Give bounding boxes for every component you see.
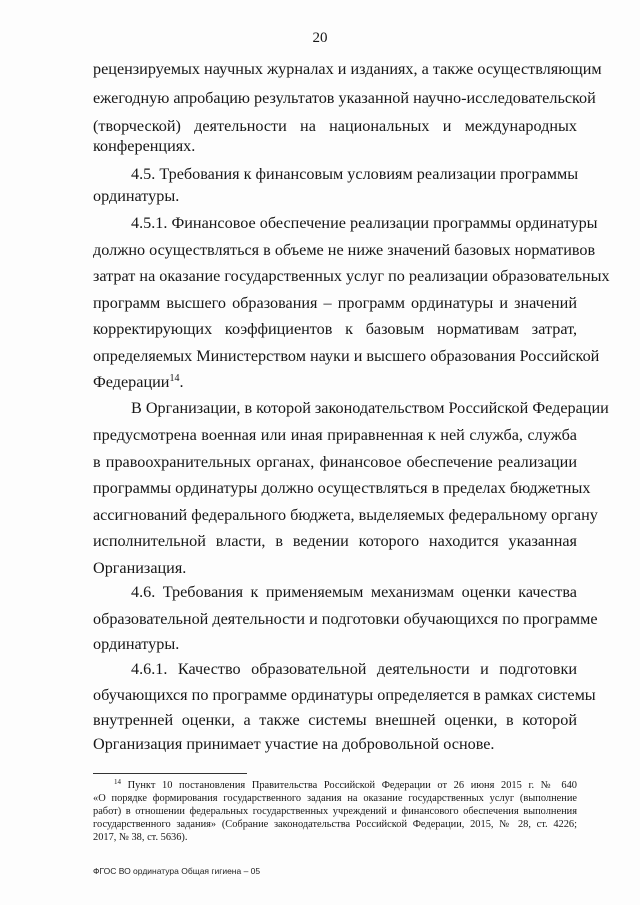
- paragraph-line: программы ординатуры должно осуществляться в пределах бюджетных: [93, 479, 591, 497]
- paragraph-line: Организация.: [93, 559, 187, 577]
- footnote-line: 2017, № 38, ст. 5636).: [93, 832, 188, 843]
- paragraph-line-with-footnote: Федерации$^{14}$.: [93, 373, 184, 391]
- footnote-line: государственного задания» (Собрание законодательства Российской Федерации, 2015, № 28, ст. 4226;: [93, 819, 577, 830]
- footnote-line: работ) в отношении федеральных государственных учреждений и финансового обеспечения выполнения: [93, 806, 577, 817]
- paragraph-line: ординатуры.: [93, 635, 180, 653]
- paragraph-line: предусмотрена военная или иная приравненная к ней служба, служба: [93, 426, 577, 444]
- paragraph-line: ординатуры.: [93, 187, 180, 205]
- footnote-line: $^{14}$ Пункт 10 постановления Правительства Российской Федерации от 26 июня 2015 г. № 640: [114, 778, 577, 791]
- paragraph-line: ежегодную апробацию результатов указанной научно-исследовательской: [93, 89, 596, 107]
- paragraph-line: в правоохранительных органах, финансовое обеспечение реализации: [93, 453, 577, 471]
- paragraph-line: рецензируемых научных журналах и изданиях, а также осуществляющим: [93, 60, 602, 78]
- paragraph-line: 4.5.1. Финансовое обеспечение реализации программы ординатуры: [131, 214, 598, 232]
- page-number: 20: [312, 30, 328, 46]
- paragraph-line: обучающихся по программе ординатуры определяется в рамках системы: [93, 686, 596, 704]
- paragraph-line: (творческой) деятельности на национальных и международных: [93, 117, 577, 135]
- footnote-separator: [93, 773, 247, 774]
- footnote-marker: 14: [114, 778, 121, 786]
- paragraph-line: Организация принимает участие на добровольной основе.: [93, 735, 495, 753]
- paragraph-line: образовательной деятельности и подготовки обучающихся по программе: [93, 610, 598, 628]
- paragraph-line: затрат на оказание государственных услуг по реализации образовательных: [93, 267, 610, 285]
- paragraph-line: программ высшего образования – программ ординатуры и значений: [93, 294, 577, 312]
- paragraph-line: должно осуществляться в объеме не ниже значений базовых нормативов: [93, 241, 596, 259]
- footnote-line: «О порядке формирования государственного задания на оказание государственных услуг (выполнение: [93, 793, 577, 804]
- paragraph-line: внутренней оценки, а также системы внешней оценки, в которой: [93, 711, 577, 729]
- paragraph-line: корректирующих коэффициентов к базовым нормативам затрат,: [93, 320, 577, 338]
- document-footer: ФГОС ВО ординатура Общая гигиена – 05: [93, 866, 261, 876]
- paragraph-line: В Организации, в которой законодательством Российской Федерации: [131, 399, 609, 417]
- paragraph-line: определяемых Министерством науки и высшего образования Российской: [93, 347, 600, 365]
- section-heading-4-5: 4.5. Требования к финансовым условиям реализации программы: [131, 165, 579, 183]
- footnote-reference[interactable]: 14: [169, 373, 180, 384]
- paragraph-line: ассигнований федерального бюджета, выделяемых федеральному органу: [93, 506, 598, 524]
- paragraph-line: 4.6.1. Качество образовательной деятельности и подготовки: [131, 660, 577, 678]
- paragraph-line: исполнительной власти, в ведении которого находится указанная: [93, 532, 577, 550]
- section-heading-4-6: 4.6. Требования к применяемым механизмам оценки качества: [131, 583, 577, 601]
- paragraph-line: конференциях.: [93, 137, 196, 155]
